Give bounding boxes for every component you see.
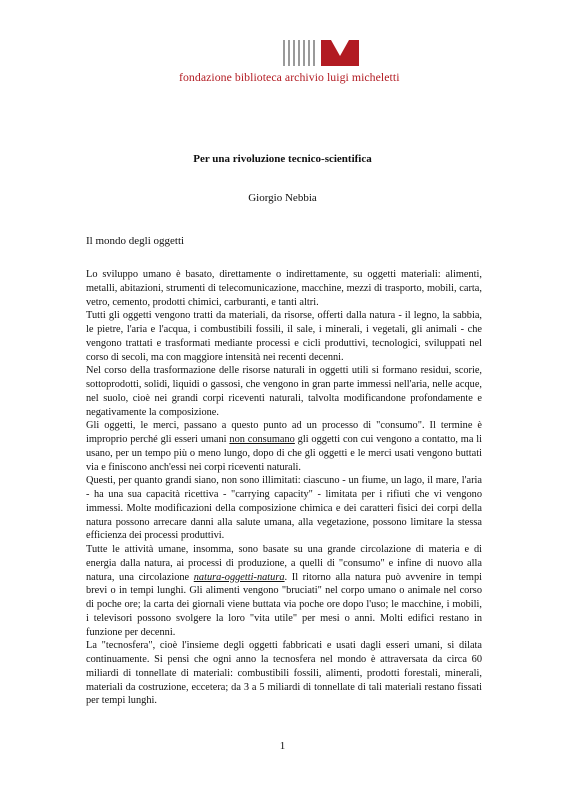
document-author: Giorgio Nebbia — [248, 192, 317, 204]
section-heading: Il mondo degli oggetti — [86, 235, 185, 247]
paragraph: Questi, per quanto grandi siano, non sono illimitati: ciascuno - un fiume, un lago, il mare, l'aria - ha una sua capacità ricettiva - "carrying capacity" - limitata per i rifiuti che vi vengono immessi. Molte modificazioni della composizione chimica e dei caratteri fisici dei corpi della natura possono arrecare danni alla salute umana, alla vegetazione, possono limitare la stessa efficienza dei processi produttivi. — [86, 475, 482, 542]
paragraph: La "tecnosfera", cioè l'insieme degli oggetti fabbricati e usati dagli esseri umani, si dilata continuamente. Si pensi che ogni anno la tecnosfera nel mondo è attraversata da circa 60 miliardi di tonnellate di materiali: combustibili fossili, alimenti, prodotti forestali, minerali, materiali da costruzione, eccetera; da 3 a 5 miliardi di tonnellate di tali materiali restano fissati per tempi lunghi. — [86, 640, 482, 707]
body-text — [86, 268, 482, 708]
paragraph: Lo sviluppo umano è basato, direttamente o indirettamente, su oggetti materiali: alimenti, metalli, abitazioni, strumenti di telecomunicazione, macchine, mezzi di trasporto, mobili, carta, vetro, cemento, prodotti chimici, carburanti, e tanti altri. — [86, 269, 482, 308]
paragraph-text: Tutte le attività umane, insomma, sono basate su una grande circolazione di materia e di energia dalla natura, ai processi di produzione, a quelli di "consumo" e infine di nuovo alla natura, una circolazione — [86, 544, 482, 583]
logo-stripe — [288, 40, 290, 66]
paragraph-text: . Il ritorno alla natura può avvenire in tempi brevi o in tempi lunghi. Gli alimenti vengono "bruciati" nel corpo umano o animale nel corso di poche ore; la carta dei giornali viene buttata via poche ore dopo l'uso; le macchine, i mobili, i televisori possono svolgere la loro "vita utile" per mesi o anni. Molti edifici restano in funzione per decenni. — [86, 571, 482, 638]
foundation-logo — [283, 40, 375, 66]
underlined-phrase: non consumano — [229, 434, 295, 445]
logo-stripe — [308, 40, 310, 66]
paragraph — [86, 419, 482, 474]
logo-stripe — [313, 40, 315, 66]
document-title: Per una rivoluzione tecnico-scientifica — [193, 153, 372, 165]
page-number: 1 — [279, 740, 286, 752]
logo-stripe — [283, 40, 285, 66]
paragraph-text: gli oggetti con cui vengono a contatto, ma li usano, per un tempo più o meno lungo, dopo di che gli oggetti e le merci usati vengono buttati via e finiscono anch'essi nei corpi riceventi naturali. — [86, 434, 483, 473]
paragraph: Tutti gli oggetti vengono tratti da materiali, da risorse, offerti dalla natura - il legno, la sabbia, le pietre, l'aria e l'acqua, i combustibili fossili, il sale, i minerali, i vegetali, gli animali - che vengono trattati e trasformati mediante processi e cicli produttivi, tecnologici, sviluppati nel corso di secoli, ma con maggiore intensità nei recenti decenni. — [86, 310, 482, 363]
foundation-name: fondazione biblioteca archivio luigi micheletti — [179, 70, 400, 84]
logo-stripe — [293, 40, 295, 66]
paragraph-text: Gli oggetti, le merci, passano a questo punto ad un processo di "consumo". Il termine è improprio perché gli esseri umani — [86, 420, 482, 445]
paragraph — [86, 543, 482, 639]
logo-stripe — [303, 40, 305, 66]
emphasized-phrase: natura-oggetti-natura — [193, 571, 285, 583]
logo-stripe — [298, 40, 300, 66]
paragraph: Nel corso della trasformazione delle risorse naturali in oggetti utili si formano residui, scorie, sottoprodotti, solidi, liquidi o gassosi, che vengono in gran parte immessi nell'aria, nelle acque, nel suolo, cioè nei grandi corpi riceventi naturali, talvolta modificandone profondamente e negativamente la composizione. — [86, 365, 482, 418]
